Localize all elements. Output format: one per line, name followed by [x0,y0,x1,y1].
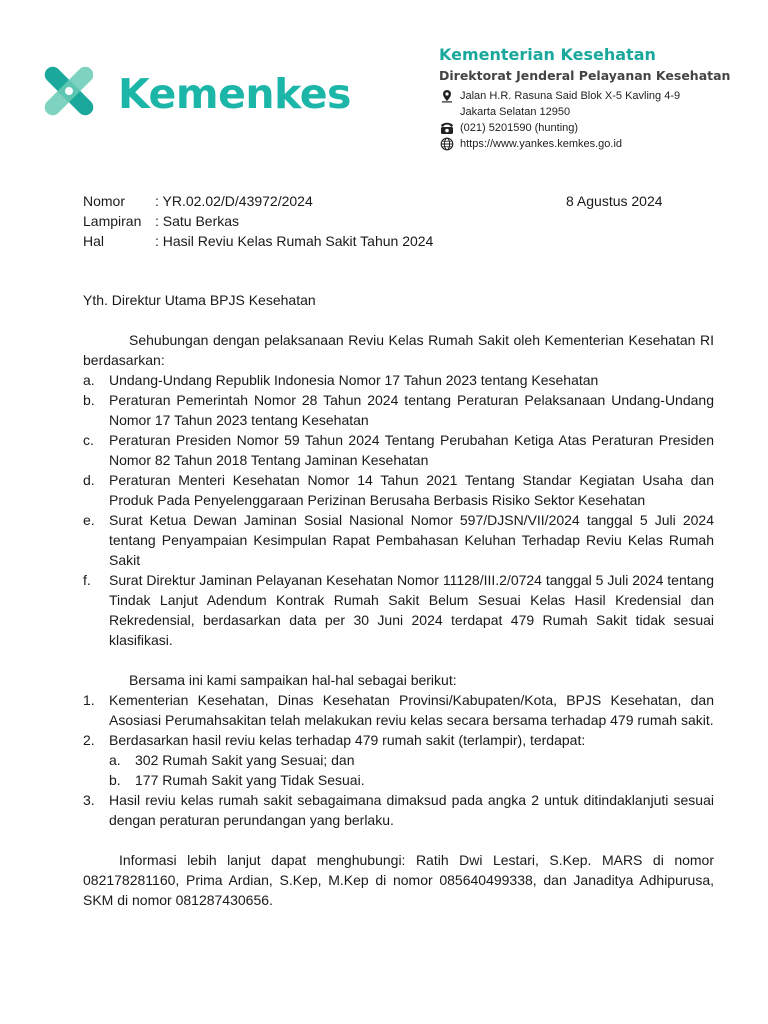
sub-list-item [83,770,714,790]
intro-paragraph: Sehubungan dengan pelaksanaan Reviu Kelas Rumah Sakit oleh Kementerian Kesehatan RI berdasarkan: [83,332,714,368]
sub-list-text: 302 Rumah Sakit yang Sesuai; dan [135,752,355,768]
meta-lampiran [83,211,433,231]
hal-label: Hal [83,233,105,249]
list-text: Peraturan Presiden Nomor 59 Tahun 2024 Tentang Perubahan Ketiga Atas Peraturan Presiden Nomor 82 Tahun 2018 Tentang Jaminan Kesehatan [109,432,714,468]
globe-icon [440,137,454,151]
list-marker: 3. [83,792,95,808]
letter-body [83,330,714,910]
brand-wordmark: Kemenkes [118,70,351,118]
list-item [83,470,714,510]
list-text: Surat Direktur Jaminan Pelayanan Kesehatan Nomor 11128/III.2/0724 tanggal 5 Juli 2024 tentang Tindak Lanjut Adendum Kontrak Rumah Sakit Belum Sesuai Kelas Hasil Kredensial dan Rekredensial, berdasarkan data per 30 Juni 2024 terdapat 479 Rumah Sakit tidak sesuai klasifikasi. [109,572,714,648]
list-item [83,370,714,390]
kemenkes-logo-icon [34,56,104,126]
website-link[interactable]: https://www.yankes.kemkes.go.id [460,138,623,150]
list-text: Peraturan Pemerintah Nomor 28 Tahun 2024 tentang Peraturan Pelaksanaan Undang-Undang Nomor 17 Tahun 2023 tentang Kesehatan [109,392,714,428]
points-intro: Bersama ini kami sampaikan hal-hal sebagai berikut: [129,672,457,688]
list-text: Peraturan Menteri Kesehatan Nomor 14 Tahun 2021 Tentang Standar Kegiatan Usaha dan Produk Pada Penyelenggaraan Perizinan Berusaha Berbasis Risiko Sektor Kesehatan [109,472,714,508]
address-line-2: Jakarta Selatan 12950 [460,106,571,118]
list-text: Kementerian Kesehatan, Dinas Kesehatan Provinsi/Kabupaten/Kota, BPJS Kesehatan, dan Asosiasi Perumahsakitan telah melakukan reviu kelas secara bersama terhadap 479 rumah sakit. [109,692,714,728]
sub-list-text: 177 Rumah Sakit yang Tidak Sesuai. [135,772,365,788]
list-text: Surat Ketua Dewan Jaminan Sosial Nasional Nomor 597/DJSN/VII/2024 tanggal 5 Juli 2024 tentang Penyampaian Kesimpulan Rapat Pembahasan Keluhan Terhadap Reviu Kelas Rumah Sakit [109,512,714,568]
org-name: Kementerian Kesehatan [439,45,656,64]
list-text: Hasil reviu kelas rumah sakit sebagaimana dimaksud pada angka 2 untuk ditindaklanjuti sesuai dengan peraturan perundangan yang berlaku. [109,792,714,828]
letter-date: 8 Agustus 2024 [566,193,663,209]
meta-nomor [83,191,433,211]
lampiran-value: : Satu Berkas [155,213,240,229]
list-text: Berdasarkan hasil reviu kelas terhadap 479 rumah sakit (terlampir), terdapat: [109,732,586,748]
address-line-1: Jalan H.R. Rasuna Said Blok X-5 Kavling 4-9 [460,90,681,102]
sub-list-item [83,750,714,770]
telephone-icon [440,121,454,135]
lampiran-label: Lampiran [83,213,142,229]
list-item [83,510,714,570]
recipient: Yth. Direktur Utama BPJS Kesehatan [83,292,316,308]
list-marker: c. [83,432,94,448]
closing-paragraph: Informasi lebih lanjut dapat menghubungi: Ratih Dwi Lestari, S.Kep. MARS di nomor 082178281160, Prima Ardian, S.Kep, M.Kep di nomor 085640499338, dan Janaditya Adhipurusa, SKM di nomor 081287430656. [83,852,714,908]
org-block [439,44,730,85]
list-marker: 1. [83,692,95,708]
contact-block [440,88,680,152]
address-row [440,88,680,104]
nomor-value: : YR.02.02/D/43972/2024 [155,193,313,209]
list-marker: e. [83,512,95,528]
website-row [440,136,680,152]
phone-row [440,120,680,136]
sub-list-marker: b. [109,772,121,788]
list-marker: b. [83,392,95,408]
nomor-label: Nomor [83,193,126,209]
list-item [83,430,714,470]
list-marker: a. [83,372,95,388]
org-subtitle: Direktorat Jenderal Pelayanan Kesehatan [439,68,731,83]
list-item [83,730,714,750]
list-text: Undang-Undang Republik Indonesia Nomor 17 Tahun 2023 tentang Kesehatan [109,372,599,388]
list-marker: f. [83,572,91,588]
meta-hal [83,231,433,251]
hal-value: : Hasil Reviu Kelas Rumah Sakit Tahun 2024 [155,233,434,249]
list-marker: 2. [83,732,95,748]
letter-meta [83,191,433,251]
phone-number: (021) 5201590 (hunting) [460,122,579,134]
list-item [83,390,714,430]
sub-list-marker: a. [109,752,121,768]
list-item [83,690,714,730]
location-pin-icon [440,89,454,103]
list-marker: d. [83,472,95,488]
list-item [83,790,714,830]
list-item [83,570,714,650]
